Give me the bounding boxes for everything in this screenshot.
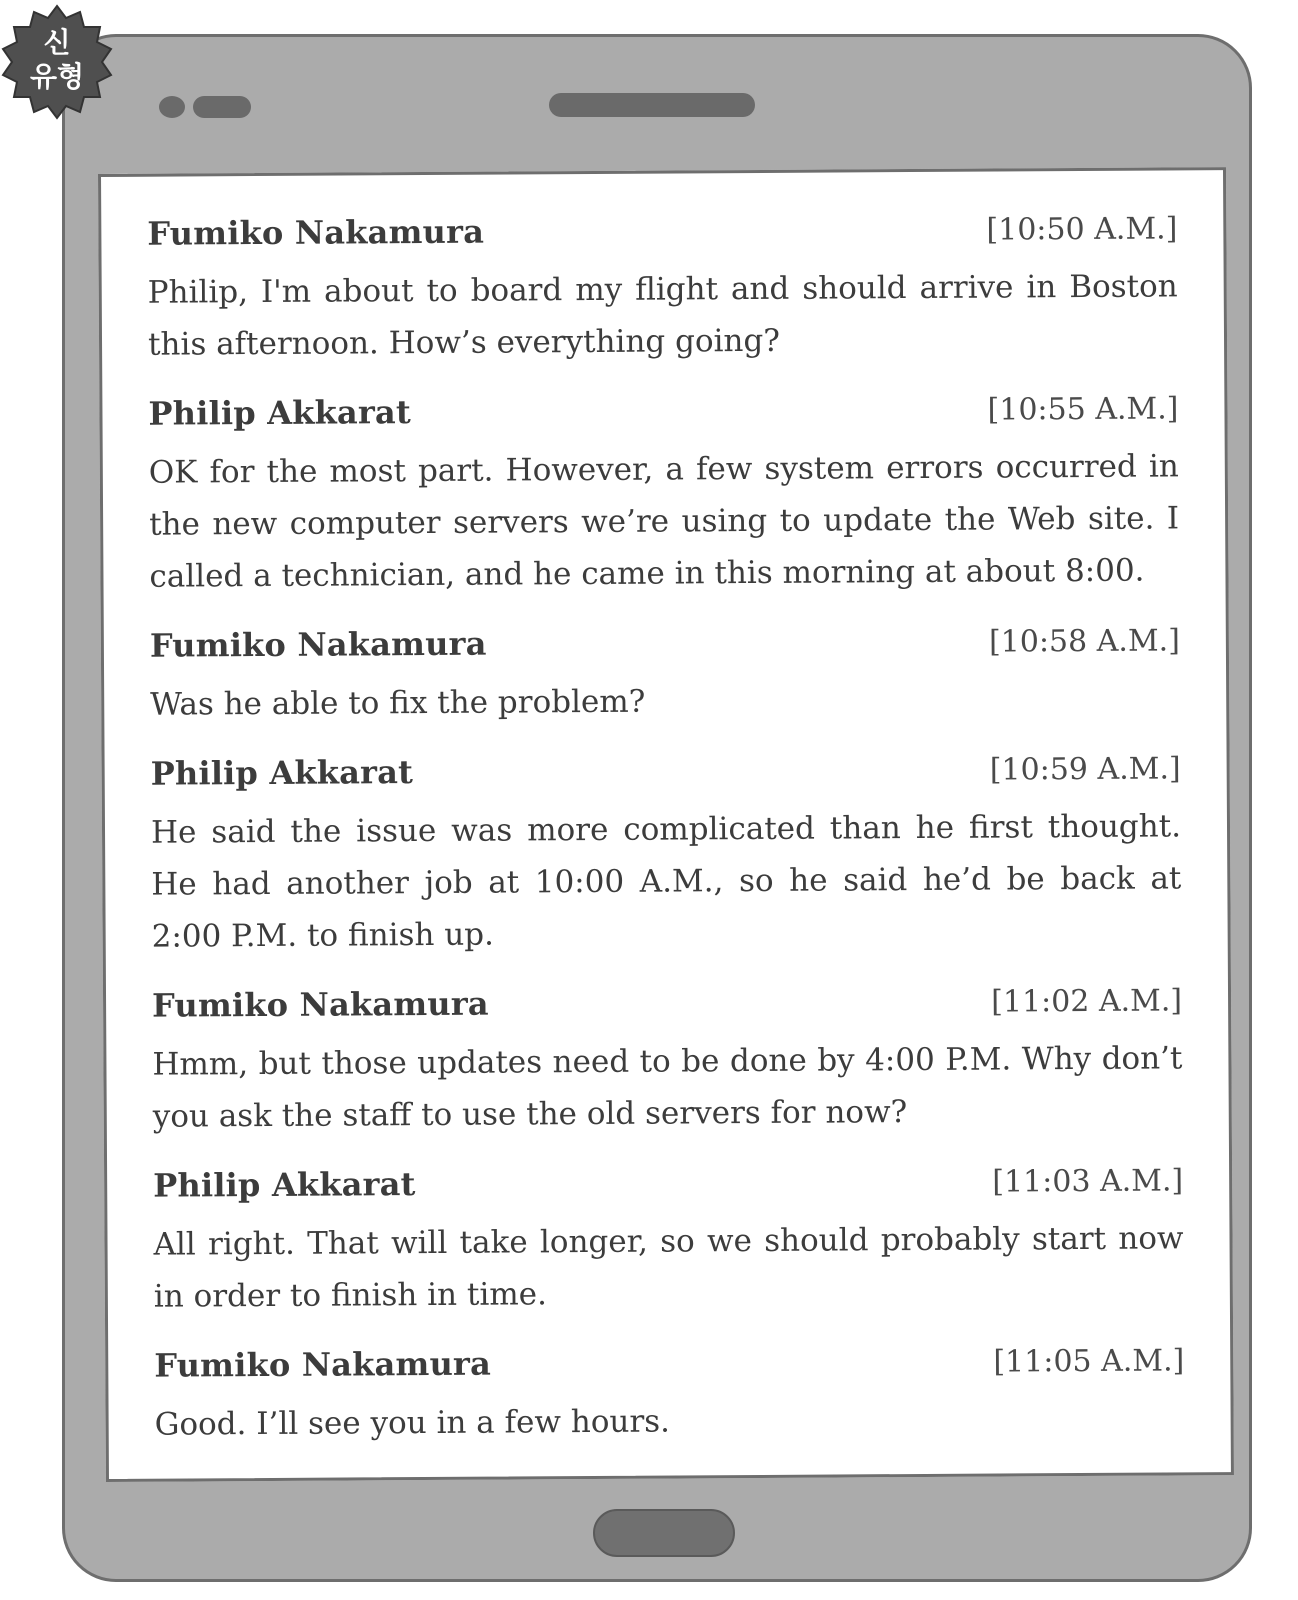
message-timestamp: [10:59 A.M.] — [989, 751, 1181, 788]
sensor-icon — [193, 96, 251, 118]
badge-line-2: 유형 — [29, 60, 85, 93]
message-header — [150, 620, 1180, 678]
chat-message — [154, 1340, 1185, 1450]
message-text: All right. That will take longer, so we should probably start now in order to finish in time. — [153, 1220, 1184, 1315]
sender-name: Philip Akkarat — [153, 1165, 416, 1205]
message-timestamp: [10:58 A.M.] — [988, 623, 1180, 660]
message-timestamp: [11:02 A.M.] — [991, 983, 1183, 1020]
message-text: OK for the most part. However, a few system errors occurred in the new computer servers we’re using to update the Web site. I called a technician, and he came in this morning at about 8:00. — [148, 448, 1180, 595]
chat-message — [151, 748, 1182, 962]
sender-name: Philip Akkarat — [148, 393, 411, 433]
chat-message — [150, 620, 1181, 730]
chat-message — [148, 388, 1179, 602]
home-button[interactable] — [593, 1509, 735, 1557]
badge-line-1: 신 — [43, 26, 71, 59]
message-timestamp: [11:03 A.M.] — [992, 1163, 1184, 1200]
message-text: Good. I’ll see you in a few hours. — [154, 1403, 671, 1443]
chat-message — [147, 208, 1178, 370]
message-header — [151, 748, 1181, 806]
message-timestamp: [10:55 A.M.] — [987, 391, 1179, 428]
message-timestamp: [10:50 A.M.] — [986, 211, 1178, 248]
message-header — [148, 388, 1178, 446]
message-header — [153, 1160, 1183, 1218]
sender-name: Fumiko Nakamura — [154, 1344, 492, 1385]
chat-message — [153, 1160, 1184, 1322]
message-text: He said the issue was more complicated than he first thought. He had another job at 10:00 A.M., so he said he’d be back at 2:00 P.M. to finish up. — [150, 808, 1182, 955]
message-text: Philip, I'm about to board my flight and should arrive in Boston this afternoon. How’s everything going? — [147, 268, 1178, 363]
speaker-grille — [549, 93, 755, 117]
sender-name: Fumiko Nakamura — [147, 212, 485, 253]
badge-label — [0, 26, 114, 94]
sender-name: Fumiko Nakamura — [151, 984, 489, 1025]
new-type-badge — [0, 4, 118, 122]
chat-message — [152, 980, 1183, 1142]
camera-icon — [159, 96, 185, 118]
sender-name: Fumiko Nakamura — [149, 624, 487, 665]
message-text: Hmm, but those updates need to be done by 4:00 P.M. Why don’t you ask the staff to use the old servers for now? — [152, 1040, 1183, 1135]
message-header — [147, 208, 1177, 266]
message-text: Was he able to fix the problem? — [150, 683, 646, 723]
message-header — [152, 980, 1182, 1038]
message-header — [154, 1340, 1184, 1398]
sender-name: Philip Akkarat — [150, 753, 414, 793]
message-timestamp: [11:05 A.M.] — [993, 1343, 1185, 1380]
chat-screen — [98, 167, 1234, 1482]
